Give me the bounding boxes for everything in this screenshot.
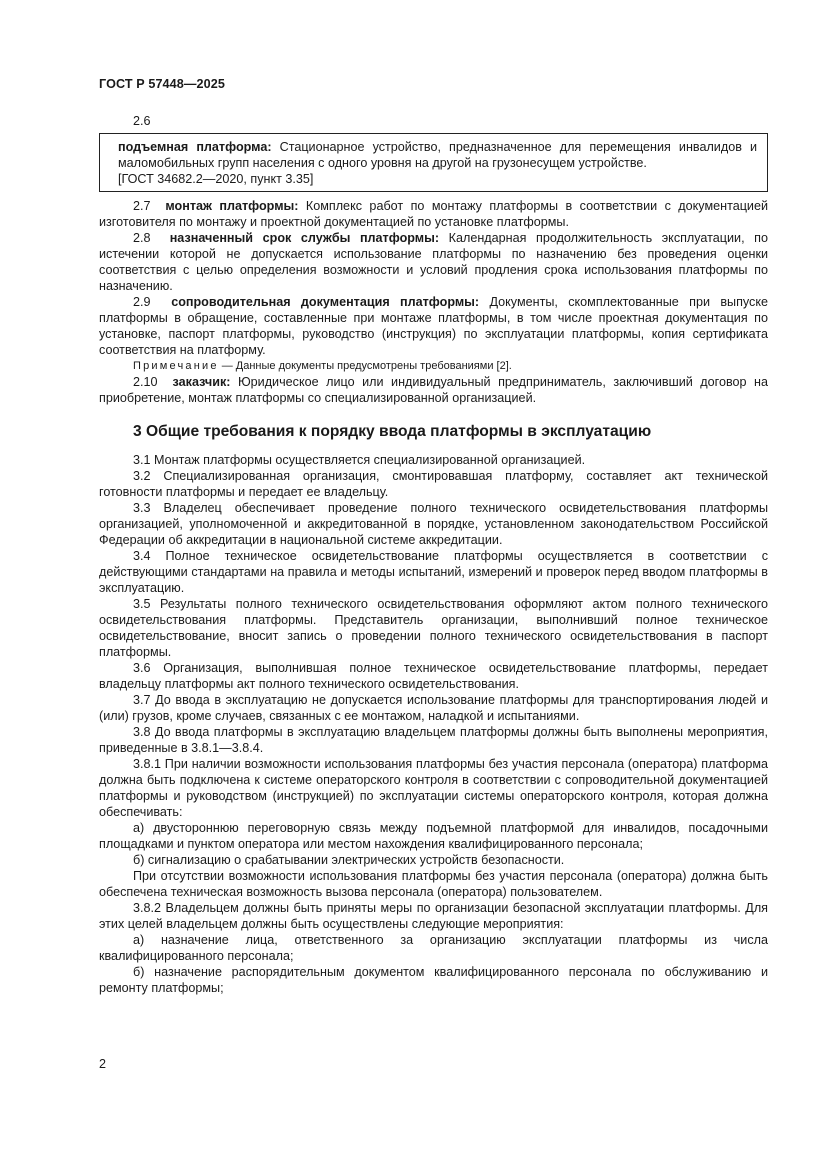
- paragraph-3-3: 3.3 Владелец обеспечивает проведение полного технического освидетельствования платформы организацией, уполномоченной и аккредитованной в порядке, установленном законодательством Российской Федерации об аккредитации в национальной системе аккредитации.: [99, 501, 768, 547]
- definition-body: Стационарное устройство, предназначенное для перемещения инвалидов и маломобильных групп населения с одного уровня на другой на грузонесущем устройстве.: [118, 140, 757, 170]
- definition-number: 2.10: [133, 375, 158, 389]
- definition-term: сопроводительная документация платформы:: [171, 295, 480, 309]
- definition-paragraph: [99, 230, 768, 294]
- list-item-b: б) сигнализацию о срабатывании электрических устройств безопасности.: [133, 853, 565, 867]
- paragraph-3-2: 3.2 Специализированная организация, смонтировавшая платформу, составляет акт технической готовности платформы и передает ее владельцу.: [99, 469, 768, 499]
- page-number: 2: [99, 1057, 107, 1071]
- definition-body: Юридическое лицо или индивидуальный предприниматель, заключивший договор на приобретение, монтаж платформы со специализированной организацией.: [99, 375, 768, 405]
- definition-paragraph: [99, 294, 768, 358]
- definition-box: [99, 133, 768, 192]
- definition-term: подъемная платформа:: [118, 140, 272, 154]
- list-item-a: а) двустороннюю переговорную связь между подъемной платформой для инвалидов, посадочными площадками и пунктом оператора или местом нахождения квалифицированного персонала;: [99, 821, 768, 851]
- document-body: [99, 113, 768, 996]
- definition-term: монтаж платформы:: [165, 199, 299, 213]
- definition-reference: [ГОСТ 34682.2—2020, пункт 3.35]: [118, 172, 314, 186]
- definition-body: Комплекс работ по монтажу платформы в соответствии с документацией изготовителя по монтажу и проектной документацией по установке платформы.: [99, 199, 768, 229]
- paragraph-3-5: 3.5 Результаты полного технического освидетельствования оформляют актом полного технического освидетельствования платформы. Представитель организации, выполнивший полное техническое освидетельствование, вносит запись о проведении полного технического освидетельствования в паспорт платформы.: [99, 597, 768, 659]
- definition-number: 2.8: [133, 231, 151, 245]
- paragraph-no-operator: При отсутствии возможности использования платформы без участия персонала (оператора) должна быть обеспечена техническая возможность вызова персонала (оператора) пользователем.: [99, 869, 768, 899]
- paragraph-3-4: 3.4 Полное техническое освидетельствование платформы осуществляется в соответствии с действующими стандартами на правила и методы испытаний, измерений и проверок перед вводом платформы в эксплуатацию.: [99, 549, 768, 595]
- paragraph-3-6: 3.6 Организация, выполнившая полное техническое освидетельствование платформы, передает владельцу платформы акт полного технического освидетельствования.: [99, 661, 768, 691]
- paragraph-3-1: 3.1 Монтаж платформы осуществляется специализированной организацией.: [133, 453, 586, 467]
- definition-paragraph: [99, 374, 768, 406]
- list-item-a: а) назначение лица, ответственного за организацию эксплуатации платформы из числа квалифицированного персонала;: [99, 933, 768, 963]
- paragraph-3-8-2: 3.8.2 Владельцем должны быть приняты меры по организации безопасной эксплуатации платформы. Для этих целей владельцем должны быть осуществлены следующие мероприятия:: [99, 901, 768, 931]
- paragraph-3-7: 3.7 До ввода в эксплуатацию не допускается использование платформы для транспортирования людей и (или) грузов, кроме случаев, связанных с ее монтажом, наладкой и испытаниями.: [99, 693, 768, 723]
- definition-term: назначенный срок службы платформы:: [169, 231, 440, 245]
- definition-term: заказчик:: [172, 375, 231, 389]
- definition-number: 2.9: [133, 295, 151, 309]
- note-text: — Данные документы предусмотрены требованиями [2].: [218, 360, 512, 372]
- document-code-header: ГОСТ Р 57448—2025: [99, 77, 225, 91]
- definition-number: 2.7: [133, 199, 151, 213]
- list-item-b: б) назначение распорядительным документом квалифицированного персонала по обслуживанию и ремонту платформы;: [99, 965, 768, 995]
- note-label: Примечание: [133, 360, 219, 372]
- definition-paragraph: [99, 198, 768, 230]
- definition-body: Календарная продолжительность эксплуатации, по истечении которой не допускается использование платформы по назначению без проведения оценки соответствия с целью определения возможности и условий продления срока использования платформы по назначению.: [99, 231, 768, 293]
- definition-body: Документы, скомплектованные при выпуске платформы в обращение, составленные при монтаже платформы, в том числе проектная документация по установке, паспорт платформы, руководство (инструкция) по эксплуатации платформы, копия сертификата соответствия на платформу.: [99, 295, 768, 357]
- section-heading: 3 Общие требования к порядку ввода платформы в эксплуатацию: [133, 423, 652, 440]
- definition-number: 2.6: [133, 114, 151, 128]
- paragraph-3-8-1: 3.8.1 При наличии возможности использования платформы без участия персонала (оператора) платформа должна быть подключена к системе операторского контроля в соответствии с сопроводительной документацией платформы и руководством (инструкцией) по эксплуатации системы операторского контроля, которая должна обеспечивать:: [99, 757, 768, 819]
- paragraph-3-8: 3.8 До ввода платформы в эксплуатацию владельцем платформы должны быть выполнены мероприятия, приведенные в 3.8.1—3.8.4.: [99, 725, 768, 755]
- note: [99, 358, 768, 374]
- definition-text: [118, 139, 757, 171]
